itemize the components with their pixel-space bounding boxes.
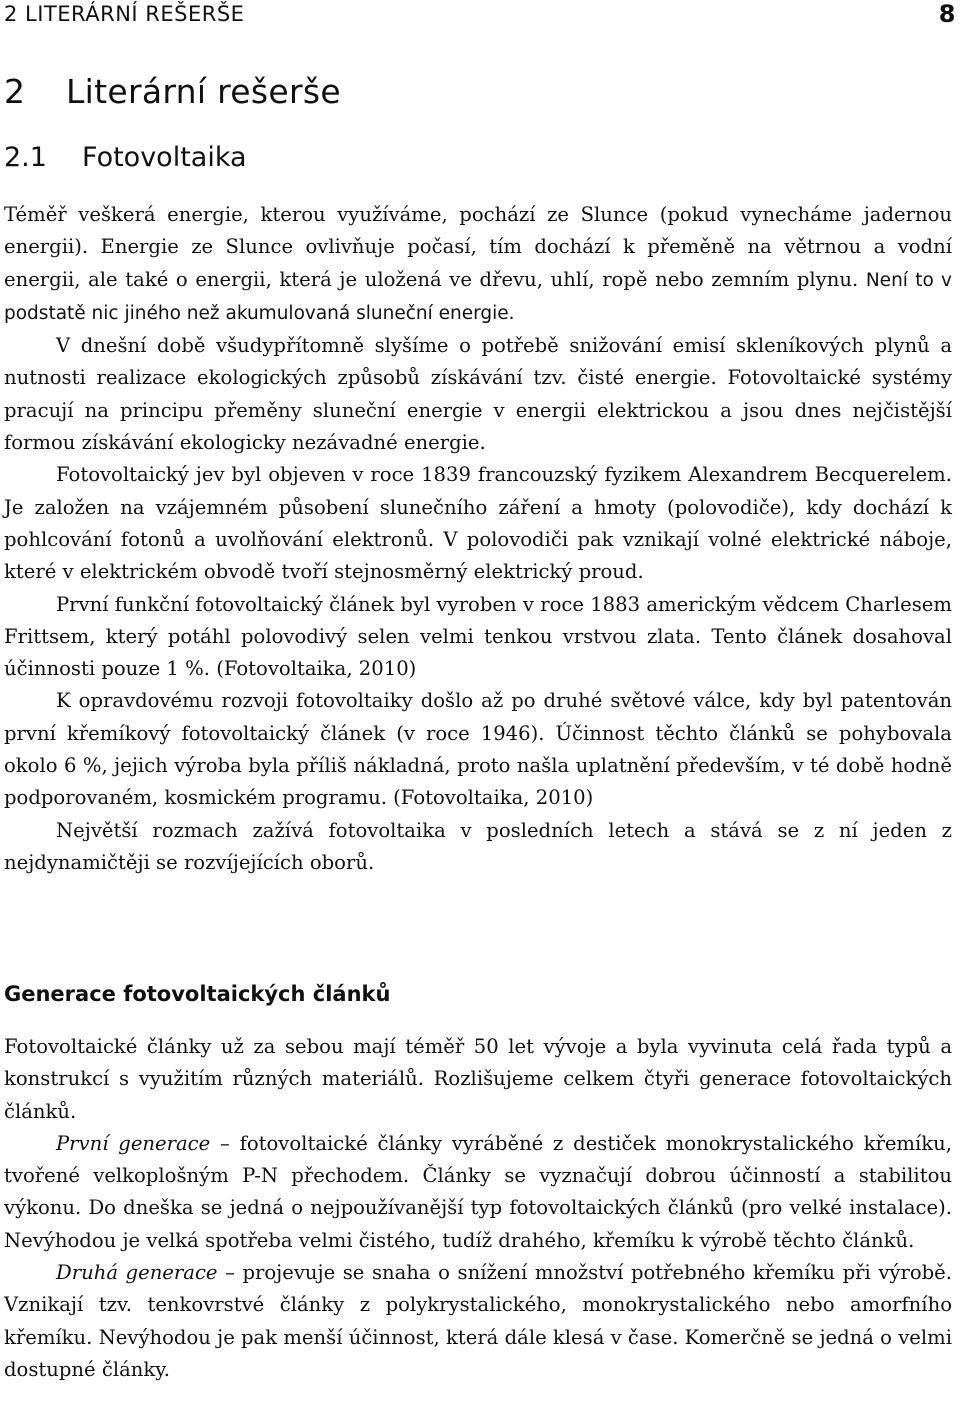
paragraph [4, 1128, 952, 1257]
paragraph: Největší rozmach zažívá fotovoltaika v posledních letech a stává se z ní jeden z nejdynamičtěji se rozvíjejících oborů. [4, 818, 952, 874]
paragraph: V dnešní době všudypřítomně slyšíme o potřebě snižování emisí skleníkových plynů a nutnosti realizace ekologických způsobů získávání tzv. čisté energie. Fotovoltaické systémy pracují na principu přeměny sluneční energie v energii elektrickou a jsou dnes nejčistější formou získávání ekologicky nezávadné energie. [4, 334, 952, 455]
paragraph [4, 1257, 952, 1386]
paragraph-text: Téměř veškerá energie, kterou využíváme, pochází ze Slunce (pokud vynecháme jadernou energii). Energie ze Slunce ovlivňuje počasí, tím dochází k přeměně na větrnou a vodní energii, ale také o energii, která je uložená ve dřevu, uhlí, ropě nebo zemním plynu. [4, 203, 952, 291]
subsection-title: Fotovoltaika [82, 142, 247, 173]
body-text-generations [4, 1031, 952, 1386]
section-number: 2 [4, 72, 26, 111]
term-second-generation: Druhá generace [56, 1261, 218, 1285]
paragraph-text: – fotovoltaické články vyráběné z destiček monokrystalického křemíku, tvořené velkoplošným P-N přechodem. Články se vyznačují dobrou účinností a stabilitou výkonu. Do dneška se jedná o nejpoužívanější typ fotovoltaických článků (pro velké instalace). Nevýhodou je velká spotřeba velmi čistého, tudíž drahého, křemíku k výrobě těchto článků. [4, 1131, 952, 1252]
section-title: Literární rešerše [66, 72, 341, 111]
paragraph-text: – projevuje se snaha o snížení množství potřebného křemíku při výrobě. Vznikají tzv. tenkovrstvé články z polykrystalického, monokrystalického nebo amorfního křemíku. Nevýhodou je pak menší účinnost, která dále klesá v čase. Komerčně se jedná o velmi dostupné články. [4, 1261, 952, 1381]
paragraph-text-sans: Není to v podstatě nic jiného než akumulovaná sluneční energie. [4, 269, 952, 324]
running-header-title: 2 LITERÁRNÍ REŠERŠE [4, 2, 245, 26]
body-text-fotovoltaika [4, 199, 952, 879]
paragraph: Fotovoltaický jev byl objeven v roce 1839 francouzský fyzikem Alexandrem Becquerelem. Je založen na vzájemném působení slunečního záření a hmoty (polovodiče), kdy dochází k pohlcování fotonů a uvolňování elektronů. V polovodiči pak vznikají volné elektrické náboje, které v elektrickém obvodě tvoří stejnosměrný elektrický proud. [4, 463, 952, 584]
paragraph [4, 199, 952, 330]
page-number: 8 [938, 0, 956, 28]
subheading-generations: Generace fotovoltaických článků [4, 982, 391, 1006]
subsection-heading [4, 142, 247, 173]
term-first-generation: První generace [56, 1131, 211, 1155]
section-heading [4, 72, 341, 111]
subsection-number: 2.1 [4, 142, 47, 173]
paragraph: K opravdovému rozvoji fotovoltaiky došlo až po druhé světové válce, kdy byl patentován první křemíkový fotovoltaický článek (v roce 1946). Účinnost těchto článků se pohybovala okolo 6 %, jejich výroba byla příliš nákladná, proto našla uplatnění především, v té době hodně podporovaném, kosmickém programu. (Fotovoltaika, 2010) [4, 689, 952, 810]
paragraph: První funkční fotovoltaický článek byl vyroben v roce 1883 americkým vědcem Charlesem Frittsem, který potáhl polovodivý selen velmi tenkou vrstvou zlata. Tento článek dosahoval účinnosti pouze 1 %. (Fotovoltaika, 2010) [4, 592, 952, 681]
paragraph: Fotovoltaické články už za sebou mají téměř 50 let vývoje a byla vyvinuta celá řada typů a konstrukcí s využitím různých materiálů. Rozlišujeme celkem čtyři generace fotovoltaických článků. [4, 1035, 952, 1123]
running-header [4, 2, 956, 32]
